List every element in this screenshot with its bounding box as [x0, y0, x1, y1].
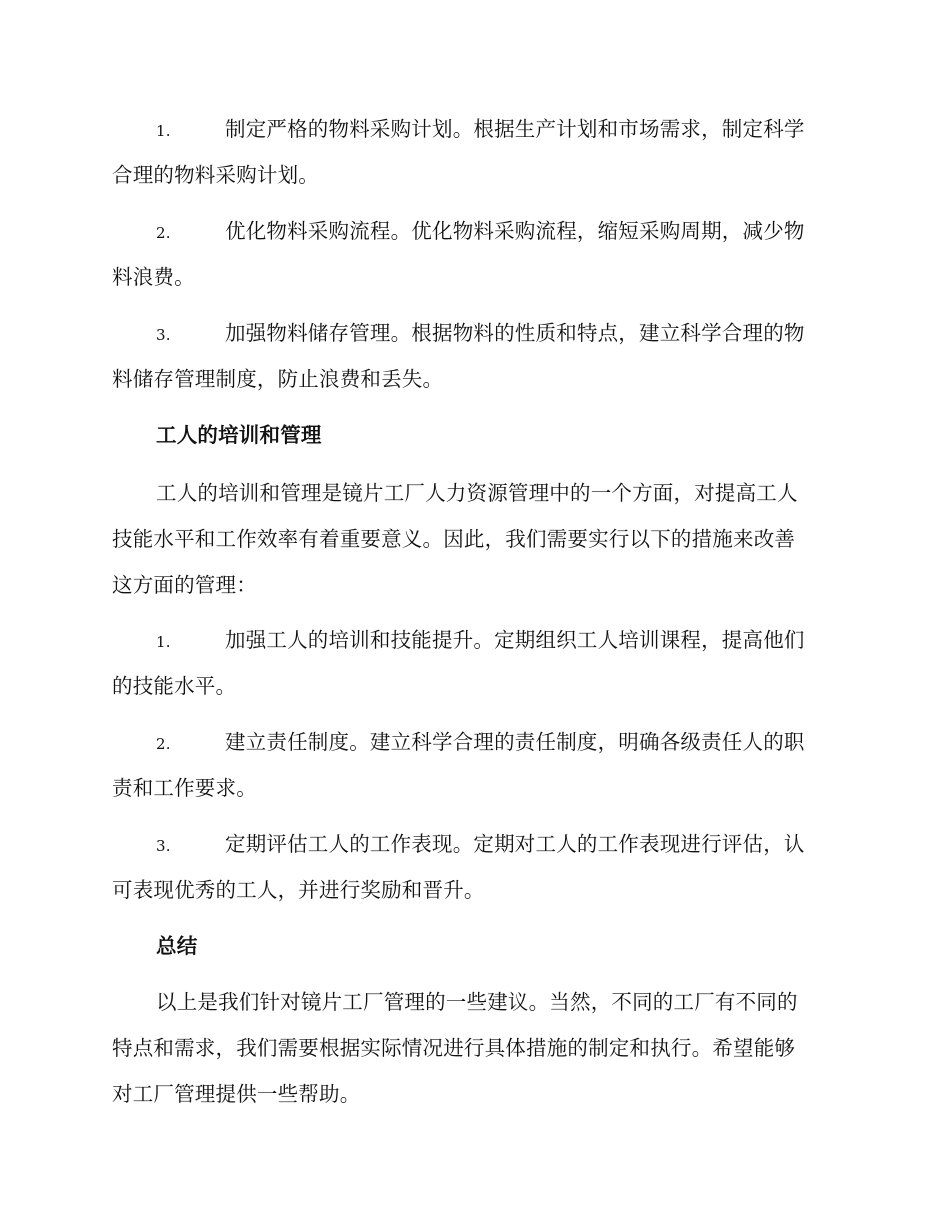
section-heading-worker — [112, 412, 834, 458]
list-item-text: 的技能水平。 — [112, 674, 237, 698]
list-item-text: 料储存管理制度，防止浪费和丢失。 — [112, 367, 444, 391]
paragraph-line: 这方面的管理： — [112, 573, 257, 597]
list-item-text: 建立责任制度。建立科学合理的责任制度，明确各级责任人的职 — [225, 730, 805, 754]
section-heading: 工人的培训和管理 — [156, 423, 322, 447]
paragraph-line: 以上是我们针对镜片工厂管理的一些建议。当然，不同的工厂有不同的 — [156, 990, 798, 1014]
list-item-text: 责和工作要求。 — [112, 776, 257, 800]
list-item — [112, 617, 834, 709]
paragraph-line: 特点和需求，我们需要根据实际情况进行具体措施的制定和执行。希望能够 — [112, 1036, 796, 1060]
list-number: 3. — [156, 326, 171, 344]
list-number: 2. — [156, 735, 171, 753]
list-item — [112, 719, 834, 811]
paragraph-line: 技能水平和工作效率有着重要意义。因此，我们需要实行以下的措施来改善 — [112, 527, 796, 551]
worker-intro-paragraph — [112, 470, 834, 608]
list-item — [112, 106, 834, 198]
list-number: 2. — [156, 224, 171, 242]
list-number: 3. — [156, 837, 171, 855]
paragraph-line: 工人的培训和管理是镜片工厂人力资源管理中的一个方面，对提高工人 — [156, 481, 798, 505]
list-number: 1. — [156, 633, 171, 651]
list-item-text: 合理的物料采购计划。 — [112, 163, 319, 187]
list-item-text: 优化物料采购流程。优化物料采购流程，缩短采购周期，减少物 — [225, 219, 805, 243]
section-heading-summary — [112, 923, 834, 969]
list-item-text: 制定严格的物料采购计划。根据生产计划和市场需求，制定科学 — [225, 117, 805, 141]
list-item — [112, 208, 834, 300]
summary-paragraph — [112, 979, 834, 1117]
list-item — [112, 821, 834, 913]
section-heading: 总结 — [156, 934, 198, 958]
list-item-text: 加强物料储存管理。根据物料的性质和特点，建立科学合理的物 — [225, 321, 805, 345]
paragraph-line: 对工厂管理提供一些帮助。 — [112, 1082, 361, 1106]
list-item-text: 料浪费。 — [112, 265, 195, 289]
list-item-text: 可表现优秀的工人，并进行奖励和晋升。 — [112, 878, 485, 902]
list-item-text: 定期评估工人的工作表现。定期对工人的工作表现进行评估，认 — [225, 832, 805, 856]
list-item-text: 加强工人的培训和技能提升。定期组织工人培训课程，提高他们 — [225, 628, 805, 652]
list-item — [112, 310, 834, 402]
list-number: 1. — [156, 122, 171, 140]
